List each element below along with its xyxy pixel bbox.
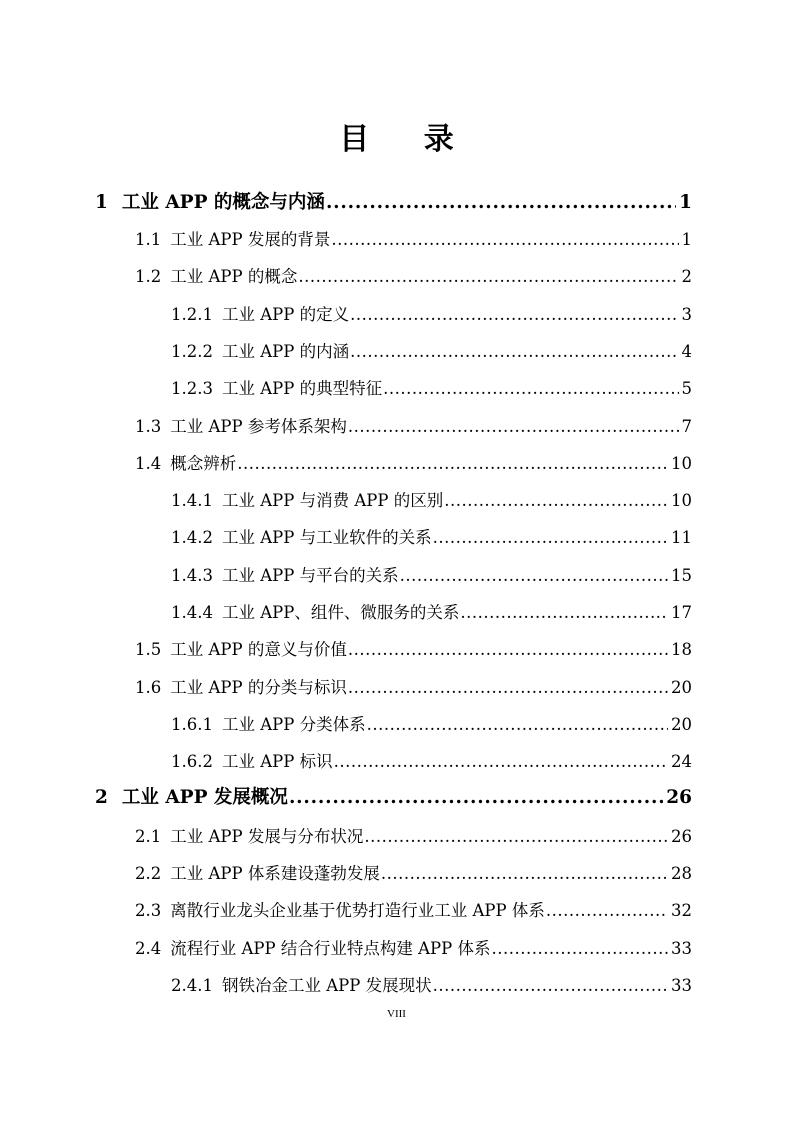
toc-page: 32 — [671, 901, 692, 920]
toc-number: 1.3 — [135, 417, 162, 436]
toc-entry-1-4[interactable] — [135, 453, 692, 475]
toc-entry-2-4[interactable] — [135, 938, 692, 960]
toc-title: 工业 APP 的内涵 — [221, 342, 350, 361]
toc-number: 1 — [95, 192, 108, 213]
toc-entry-1-2-1[interactable] — [171, 304, 692, 326]
toc-number: 2.3 — [135, 901, 162, 920]
toc-page: 17 — [671, 603, 692, 622]
toc-number: 1.2.2 — [171, 342, 213, 361]
toc-number: 2.2 — [135, 864, 162, 883]
toc-entry-2-3[interactable] — [135, 900, 692, 922]
toc-title: 工业 APP 的分类与标识 — [170, 678, 347, 697]
toc-leader — [289, 787, 663, 809]
toc-title: 工业 APP 发展的背景 — [170, 230, 331, 249]
toc-leader — [433, 975, 668, 997]
toc-title: 工业 APP 的典型特征 — [221, 379, 383, 398]
toc-title: 离散行业龙头企业基于优势打造行业工业 APP 体系 — [170, 901, 545, 920]
toc-leader — [364, 826, 668, 848]
toc-leader — [367, 714, 668, 736]
toc-page: 11 — [671, 528, 692, 547]
toc-entry-1-3[interactable] — [135, 416, 692, 438]
toc-title: 工业 APP 体系建设蓬勃发展 — [170, 864, 380, 883]
toc-entry-1-2[interactable] — [135, 266, 692, 288]
toc-number: 1.6.2 — [171, 752, 213, 771]
toc-page: 10 — [671, 454, 692, 473]
page-number-footer: VIII — [387, 1008, 406, 1020]
toc-title: 钢铁冶金工业 APP 发展现状 — [221, 976, 432, 995]
toc-leader — [383, 378, 678, 400]
toc-page: 7 — [681, 417, 692, 436]
toc-entry-2-4-1[interactable] — [171, 975, 692, 997]
toc-number: 1.4.1 — [171, 491, 213, 510]
toc-page: 4 — [681, 342, 692, 361]
toc-title: 工业 APP 与工业软件的关系 — [221, 528, 432, 547]
toc-title: 工业 APP 的定义 — [221, 305, 350, 324]
toc-leader — [491, 938, 668, 960]
toc-leader — [546, 900, 668, 922]
toc-number: 2.4.1 — [171, 976, 213, 995]
toc-entry-1-6-2[interactable] — [171, 751, 692, 773]
toc-title: 流程行业 APP 结合行业特点构建 APP 体系 — [170, 939, 491, 958]
toc-leader — [348, 416, 679, 438]
toc-number: 1.4 — [135, 454, 162, 473]
toc-title: 工业 APP 与消费 APP 的区别 — [221, 491, 444, 510]
toc-page: 15 — [671, 566, 692, 585]
toc-entry-1-5[interactable] — [135, 639, 692, 661]
toc-title: 工业 APP 参考体系架构 — [170, 417, 347, 436]
toc-page: 2 — [681, 267, 692, 286]
toc-number: 1.1 — [135, 230, 162, 249]
toc-number: 2.1 — [135, 827, 162, 846]
toc-title: 工业 APP 分类体系 — [221, 715, 366, 734]
toc-leader — [348, 677, 668, 699]
toc-title: 工业 APP、组件、微服务的关系 — [221, 603, 460, 622]
toc-leader — [334, 751, 668, 773]
toc-entry-2-1[interactable] — [135, 826, 692, 848]
toc-entry-2-2[interactable] — [135, 863, 692, 885]
toc-leader — [433, 527, 668, 549]
toc-title: 工业 APP 的意义与价值 — [170, 640, 347, 659]
toc-leader — [237, 453, 668, 475]
toc-title: 工业 APP 的概念 — [170, 267, 298, 286]
toc-title: 概念辨析 — [170, 454, 237, 473]
toc-leader — [350, 304, 678, 326]
toc-entry-chapter-2[interactable] — [95, 787, 692, 809]
toc-number: 1.6 — [135, 678, 162, 697]
toc-number: 1.2.3 — [171, 379, 213, 398]
toc-number: 1.6.1 — [171, 715, 213, 734]
toc-number: 2.4 — [135, 939, 162, 958]
toc-entry-chapter-1[interactable] — [95, 192, 692, 214]
toc-page: 33 — [671, 976, 692, 995]
toc-page: 5 — [681, 379, 692, 398]
toc-number: 1.4.3 — [171, 566, 213, 585]
toc-page: 10 — [671, 491, 692, 510]
toc-leader — [460, 602, 668, 624]
toc-entry-1-4-1[interactable] — [171, 490, 692, 512]
toc-number: 1.2 — [135, 267, 162, 286]
toc-page: 28 — [671, 864, 692, 883]
toc-entry-1-4-2[interactable] — [171, 527, 692, 549]
toc-leader — [331, 229, 678, 251]
toc-entry-1-2-2[interactable] — [171, 341, 692, 363]
toc-page: 24 — [671, 752, 692, 771]
toc-page: 3 — [681, 305, 692, 324]
toc-leader — [350, 341, 678, 363]
toc-number: 2 — [95, 787, 108, 808]
toc-entry-1-4-4[interactable] — [171, 602, 692, 624]
toc-leader — [381, 863, 668, 885]
toc-entry-1-4-3[interactable] — [171, 565, 692, 587]
toc-entry-1-2-3[interactable] — [171, 378, 692, 400]
toc-leader — [444, 490, 668, 512]
toc-leader — [400, 565, 668, 587]
toc-page: 26 — [671, 827, 692, 846]
toc-leader — [326, 192, 676, 214]
toc-number: 1.5 — [135, 640, 162, 659]
toc-title: 工业 APP 与平台的关系 — [221, 566, 399, 585]
toc-title: 工业 APP 发展与分布状况 — [170, 827, 364, 846]
toc-entry-1-1[interactable] — [135, 229, 692, 251]
toc-entry-1-6[interactable] — [135, 677, 692, 699]
toc-page: 20 — [671, 678, 692, 697]
page-title: 目 录 — [339, 122, 476, 157]
toc-leader — [298, 266, 678, 288]
toc-page: 33 — [671, 939, 692, 958]
toc-entry-1-6-1[interactable] — [171, 714, 692, 736]
toc-number: 1.4.2 — [171, 528, 213, 547]
toc-page: 18 — [671, 640, 692, 659]
toc-page: 1 — [679, 192, 692, 213]
toc-page: 20 — [671, 715, 692, 734]
toc-title: 工业 APP 发展概况 — [121, 787, 288, 808]
toc-title: 工业 APP 标识 — [221, 752, 333, 771]
toc-title: 工业 APP 的概念与内涵 — [121, 192, 325, 213]
toc-number: 1.2.1 — [171, 305, 213, 324]
toc-number: 1.4.4 — [171, 603, 213, 622]
toc-leader — [348, 639, 668, 661]
toc-page: 26 — [666, 787, 692, 808]
toc-page: 1 — [681, 230, 692, 249]
